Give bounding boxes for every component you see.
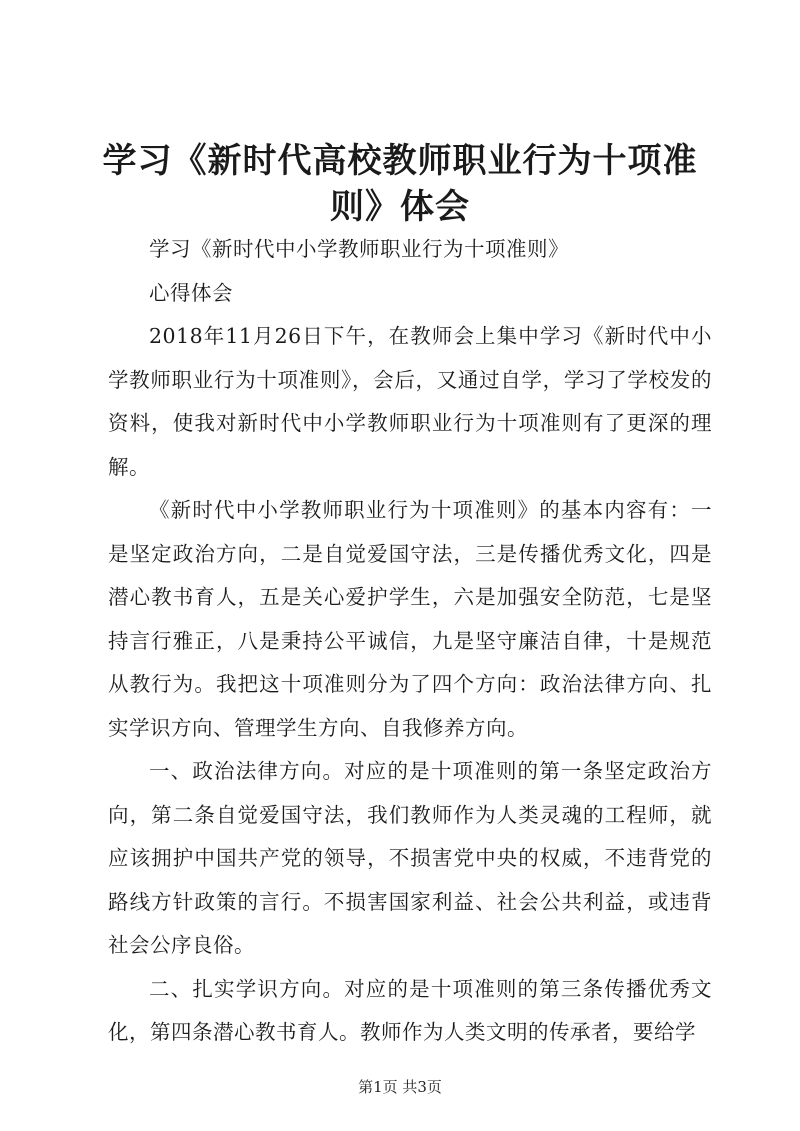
- document-body: [108, 228, 712, 1055]
- body-paragraph: 二、扎实学识方向。对应的是十项准则的第三条传播优秀文化，第四条潜心教书育人。教师作为人类文明的传承者，要给学: [108, 976, 712, 1044]
- body-paragraph: 一、政治法律方向。对应的是十项准则的第一条坚定政治方向，第二条自觉爱国守法，我们教师作为人类灵魂的工程师，就应该拥护中国共产党的领导，不损害党中央的权威，不违背党的路线方针政策的言行。不损害国家利益、社会公共利益，或违背社会公序良俗。: [108, 759, 712, 957]
- subtitle-line: 学习《新时代中小学教师职业行为十项准则》: [149, 237, 569, 261]
- body-paragraph: 《新时代中小学教师职业行为十项准则》的基本内容有：一是坚定政治方向，二是自觉爱国守法，三是传播优秀文化，四是潜心教书育人，五是关心爱护学生，六是加强安全防范，七是坚持言行雅正，八是秉持公平诚信，九是坚守廉洁自律，十是规范从教行为。我把这十项准则分为了四个方向：政治法律方向、扎实学识方向、管理学生方向、自我修养方向。: [108, 498, 712, 740]
- page-footer: 第1页 共3页: [358, 1078, 442, 1096]
- document-title: 学习《新时代高校教师职业行为十项准则》体会: [102, 141, 698, 227]
- subtitle-line: 心得体会: [149, 280, 233, 305]
- body-paragraph: 2018年11月26日下午，在教师会上集中学习《新时代中小学教师职业行为十项准则》，会后，又通过自学，学习了学校发的资料，使我对新时代中小学教师职业行为十项准则有了更深的理解。: [108, 324, 712, 479]
